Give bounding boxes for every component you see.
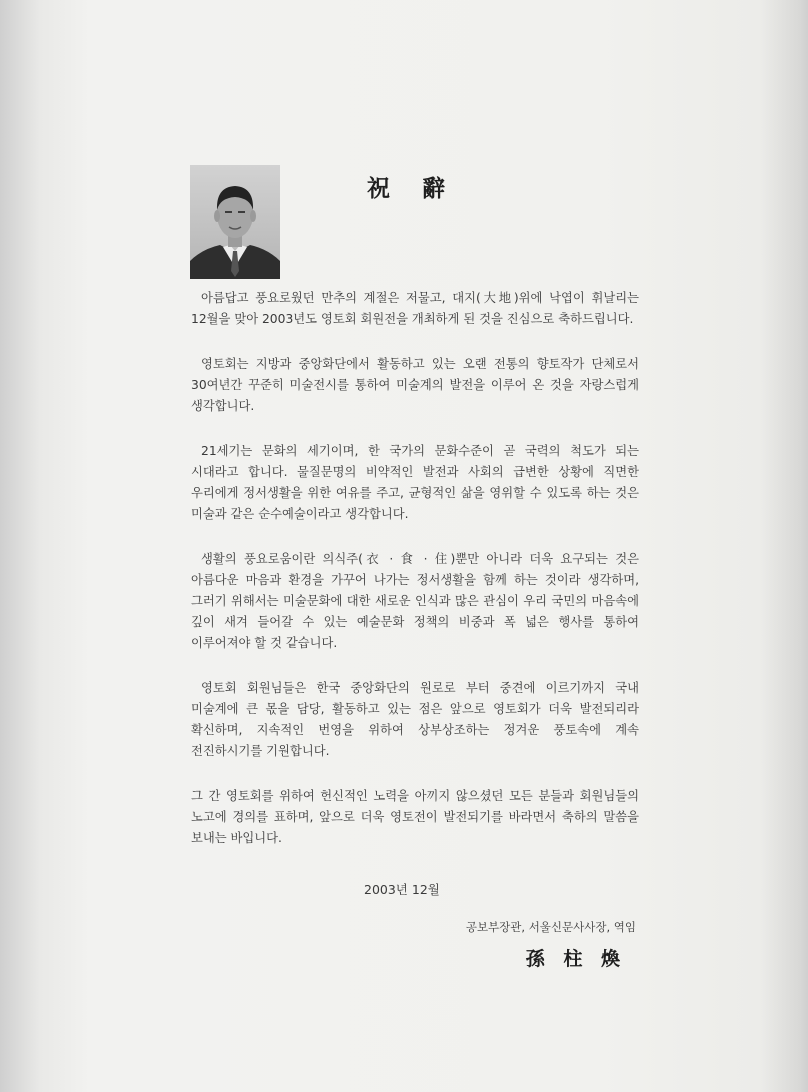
author-portrait-photo: [190, 165, 280, 279]
paragraph: 그 간 영토회를 위하여 헌신적인 노력을 아끼지 않으셨던 모든 분들과 회원님들의 노고에 경의를 표하며, 앞으로 더욱 영토전이 발전되기를 바라면서 축하의 말씀을 보내는 바입니다.: [191, 789, 639, 845]
paragraph: 21세기는 문화의 세기이며, 한 국가의 문화수준이 곧 국력의 척도가 되는 시대라고 합니다. 물질문명의 비약적인 발전과 사회의 급변한 상황에 직면한 우리에게 정서생활을 위한 여유를 주고, 균형적인 삶을 영위할 수 있도록 하는 것은 미술과 같은 순수예술이라고 생각합니다.: [191, 444, 639, 521]
congratulatory-message-body: [191, 288, 639, 873]
author-name: 孫 柱 煥: [525, 948, 626, 970]
page-title: [367, 170, 447, 203]
title-char-2: 辭: [422, 175, 447, 202]
paragraph: 생활의 풍요로움이란 의식주(衣 · 食 · 住)뿐만 아니라 더욱 요구되는 것은 아름다운 마음과 환경을 가꾸어 나가는 정서생활을 함께 하는 것이라 생각하며, 그러기 위해서는 미술문화에 대한 새로운 인식과 많은 관심이 우리 국민의 마음속에 깊이 새겨 들어갈 수 있는 예술문화 정책의 비중과 폭 넓은 행사를 통하여 이루어져야 할 것 같습니다.: [191, 552, 639, 650]
title-char-1: 祝: [367, 175, 392, 202]
date-line: 2003년 12월: [364, 882, 440, 897]
paragraph: 영토회는 지방과 중앙화단에서 활동하고 있는 오랜 전통의 향토작가 단체로서 30여년간 꾸준히 미술전시를 통하여 미술계의 발전을 이루어 온 것을 자랑스럽게 생각합니다.: [191, 357, 639, 413]
paragraph: 영토회 회원님들은 한국 중앙화단의 원로로 부터 중견에 이르기까지 국내 미술계에 큰 몫을 담당, 활동하고 있는 점은 앞으로 영토회가 더욱 발전되리라 확신하며, 지속적인 번영을 위하여 상부상조하는 정겨운 풍토속에 계속 전진하시기를 기원합니다.: [191, 681, 639, 758]
paragraph: 아름답고 풍요로웠던 만추의 계절은 저물고, 대지(大地)위에 낙엽이 휘날리는 12월을 맞아 2003년도 영토회 회원전을 개최하게 된 것을 진심으로 축하드립니다.: [191, 291, 639, 326]
author-position: 공보부장관, 서울신문사사장, 역임: [465, 920, 636, 934]
